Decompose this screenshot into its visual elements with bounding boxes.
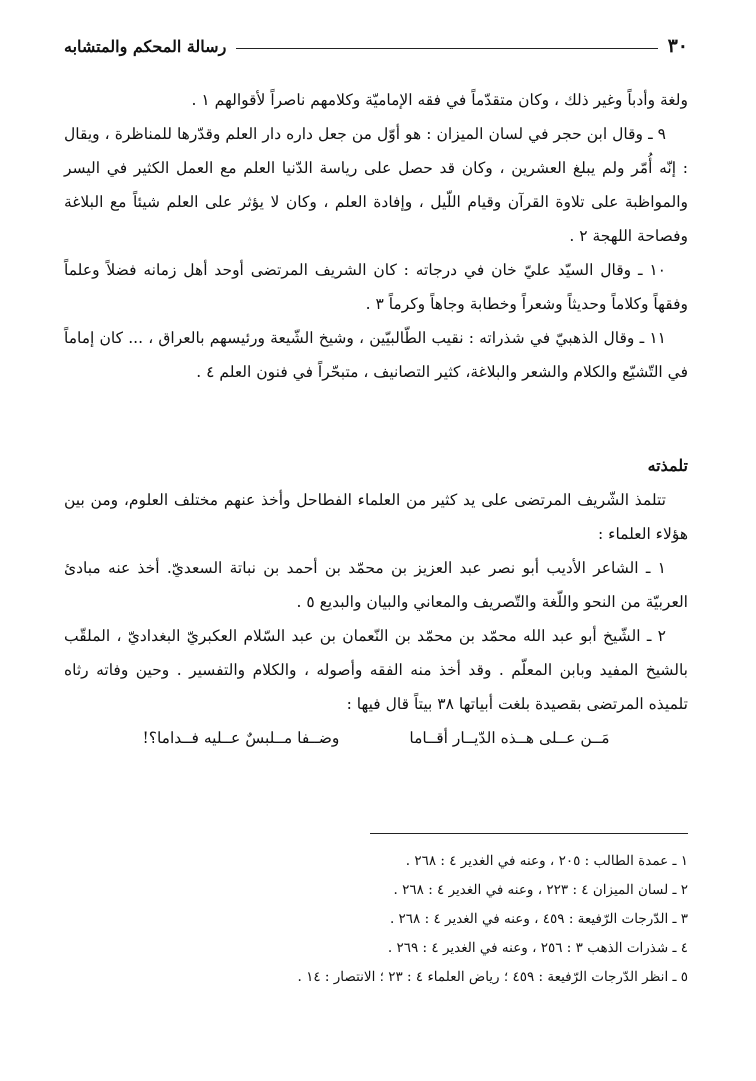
main-text [64, 83, 688, 755]
footnote-5: ٥ ـ انظر الدّرجات الرّفيعة : ٤٥٩ ؛ رياض العلماء ٤ : ٢٣ ؛ الانتصار : ١٤ . [297, 969, 688, 985]
verse-first-hemistich: مَــن عــلى هــذه الدّيــار أقــاما [409, 729, 610, 747]
section-heading: تلمذته [647, 456, 688, 475]
paragraph-ibn-hajar: ٩ ـ وقال ابن حجر في لسان الميزان : هو أوّل من جعل داره دار العلم وقدّرها للمناظرة ، ويقال : إنّه أُمّر ولم يبلغ العشرين ، وكان قد حصل على رياسة الدّنيا العلم مع العمل الكثير في اليسر والمواظبة على تلاوة القرآن وقيام اللّيل ، وإفادة العلم ، وكان لا يؤثر على العلم شيئاً مع البلاغة وفصاحة اللهجة ٢ . [64, 125, 688, 245]
footnote-3: ٣ ـ الدّرجات الرّفيعة : ٤٥٩ ، وعنه في الغدير ٤ : ٢٦٨ . [389, 911, 688, 927]
paragraph-teacher-2: ٢ ـ الشّيخ أبو عبد الله محمّد بن محمّد بن النّعمان بن عبد السّلام العكبريّ البغداديّ ، الملقّب بالشيخ المفيد وبابن المعلّم . وقد أخذ منه الفقه وأصوله ، والكلام والتفسير . وحين وفاته رثاه تلميذه المرتضى بقصيدة بلغت أبياتها ٣٨ بيتاً قال فيها : [64, 627, 688, 713]
running-header [64, 30, 688, 62]
poem-verse [64, 721, 688, 755]
section-gap [64, 389, 688, 449]
footnote-2: ٢ ـ لسان الميزان ٤ : ٢٢٣ ، وعنه في الغدير ٤ : ٢٦٨ . [393, 882, 688, 898]
paragraph-teacher-1: ١ ـ الشاعر الأديب أبو نصر عبد العزيز بن محمّد بن أحمد بن نباتة السعديّ. أخذ عنه مبادئ العربيّة من النحو واللّغة والتّصريف والمعاني والبيان والبديع ٥ . [64, 559, 688, 611]
paragraph-ali-khan: ١٠ ـ وقال السيّد عليّ خان في درجاته : كان الشريف المرتضى أوحد أهل زمانه فضلاً وعلماً وفقهاً وكلاماً وحديثاً وشعراً وخطابة وجاهاً وكرماً ٣ . [64, 261, 688, 313]
running-title: رسالة المحكم والمتشابه [64, 36, 227, 56]
paragraph-dhahabi: ١١ ـ وقال الذهبيّ في شذراته : نقيب الطّالبيّين ، وشيخ الشّيعة ورئيسهم بالعراق ، ... كان إماماً في التّشيّع والكلام والشعر والبلاغة، كثير التصانيف ، متبحّراً في فنون العلم ٤ . [64, 329, 688, 381]
paragraph-1: ولغة وأدباً وغير ذلك ، وكان متقدّماً في فقه الإماميّة وكلامهم ناصراً لأقوالهم ١ . [191, 91, 688, 109]
header-rule [236, 48, 657, 49]
paragraph-teachers-intro: تتلمذ الشّريف المرتضى على يد كثير من العلماء الفطاحل وأخذ عنهم مختلف العلوم، ومن بين هؤلاء العلماء : [64, 491, 688, 543]
footnotes [64, 847, 688, 992]
page-number: ٣٠ [667, 35, 688, 57]
footnote-separator [370, 833, 688, 834]
verse-second-hemistich: وضــفا مــلبسٌ عــليه فــداما؟! [142, 729, 340, 747]
footnote-1: ١ ـ عمدة الطالب : ٢٠٥ ، وعنه في الغدير ٤ : ٢٦٨ . [405, 853, 688, 869]
footnote-4: ٤ ـ شذرات الذهب ٣ : ٢٥٦ ، وعنه في الغدير ٤ : ٢٦٩ . [387, 940, 688, 956]
